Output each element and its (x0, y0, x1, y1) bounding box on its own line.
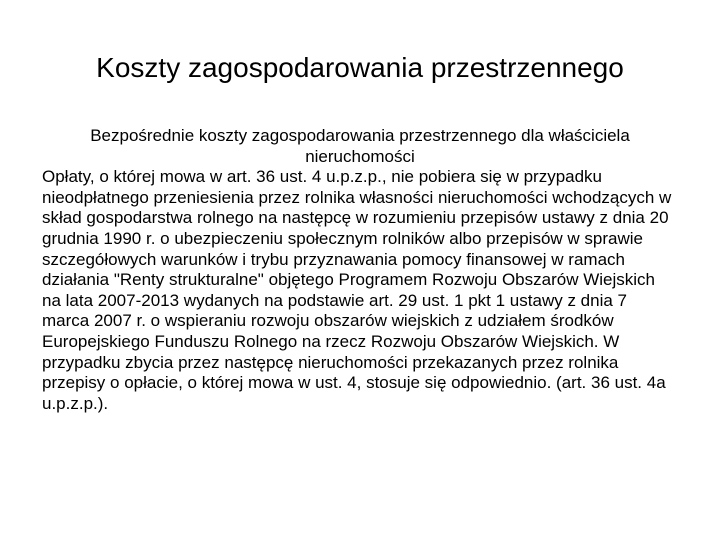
slide-title: Koszty zagospodarowania przestrzennego (96, 52, 624, 83)
slide-subtitle: Bezpośrednie koszty zagospodarowania przestrzennego dla właściciela nieruchomości (90, 126, 630, 166)
body-paragraph: Opłaty, o której mowa w art. 36 ust. 4 u.p.z.p., nie pobiera się w przypadku nieodpłatnego przeniesienia przez rolnika własności nieruchomości wchodzących w skład gospodarstwa rolnego na następcę w rozumieniu przepisów ustawy z dnia 20 grudnia 1990 r. o ubezpieczeniu społecznym rolników albo przepisów w sprawie szczegółowych warunków i trybu przyznawania pomocy finansowej w ramach działania "Renty strukturalne" objętego Programem Rozwoju Obszarów Wiejskich na lata 2007-2013 wydanych na podstawie art. 29 ust. 1 pkt 1 ustawy z dnia 7 marca 2007 r. o wspieraniu rozwoju obszarów wiejskich z udziałem środków Europejskiego Funduszu Rolnego na rzecz Rozwoju Obszarów Wiejskich. W przypadku zbycia przez następcę nieruchomości przekazanych przez rolnika przepisy o opłacie, o której mowa w ust. 4, stosuje się odpowiednio. (art. 36 ust. 4a u.p.z.p.). (42, 167, 672, 413)
slide-content (42, 126, 678, 414)
